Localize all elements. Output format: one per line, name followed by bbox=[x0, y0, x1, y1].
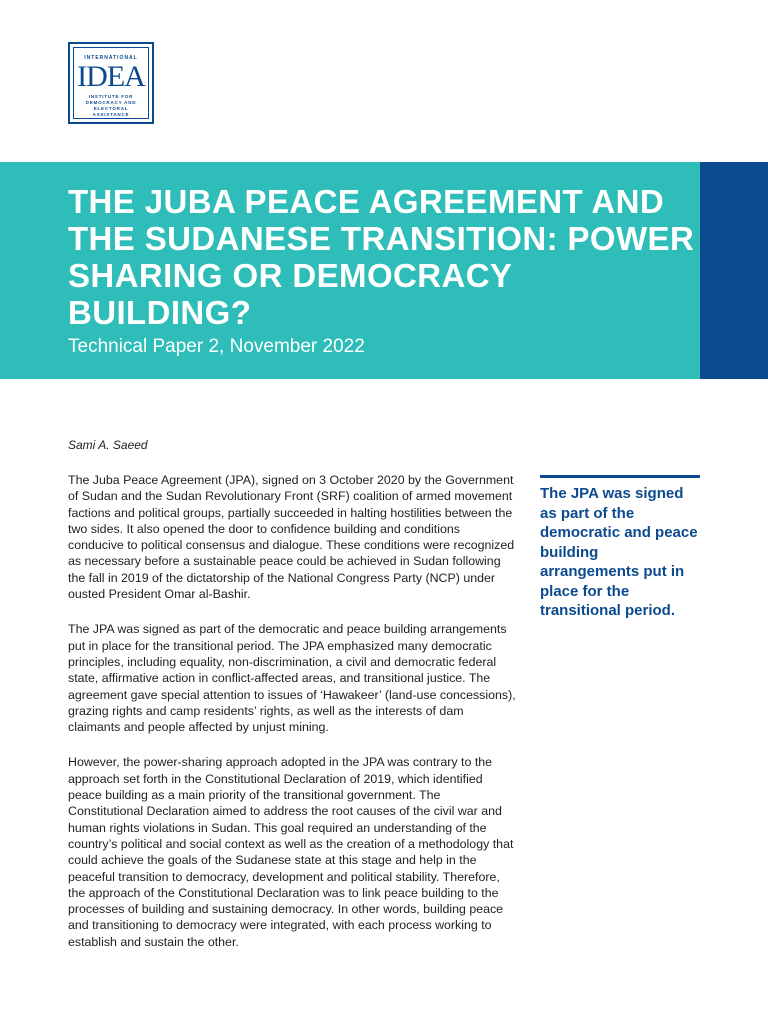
body-paragraph-1: The Juba Peace Agreement (JPA), signed on 3 October 2020 by the Government of Sudan and the Sudan Revolutionary Front (SRF) coalition of armed movement factions and political groups, partially succeeded in halting hostilities between the two sides. It also opened the door to confidence building and conditions conducive to political consensus and dialogue. These conditions were recognized as necessary before a sustainable peace could be achieved in Sudan following the fall in 2019 of the dictatorship of the National Congress Party (NCP) under ousted President Omar al-Bashir. bbox=[68, 473, 515, 602]
idea-logo bbox=[68, 42, 154, 124]
page-title: THE JUBA PEACE AGREEMENT AND THE SUDANESE TRANSITION: POWER SHARING OR DEMOCRACY BUILDING? bbox=[68, 183, 695, 331]
author-name: Sami A. Saeed bbox=[68, 438, 148, 452]
pull-quote: The JPA was signed as part of the democratic and peace building arrangements put in place for the transitional period. bbox=[540, 485, 698, 619]
logo-sub-text: INSTITUTE FOR DEMOCRACY AND ELECTORAL ASSISTANCE bbox=[85, 94, 137, 117]
body-paragraph-3: However, the power-sharing approach adopted in the JPA was contrary to the approach set forth in the Constitutional Declaration of 2019, which identified peace building as a main priority of the transitional government. The Constitutional Declaration aimed to address the root causes of the civil war and human rights violations in Sudan. This goal required an understanding of the country’s political and social context as well as the creation of a methodology that could achieve the goals of the Sudanese state at this stage and help in the peaceful transition to democracy, development and political stability. Therefore, the approach of the Constitutional Declaration was to link peace building to the processes of building and sustaining democracy. In other words, building peace and transitioning to democracy were integrated, with each process working to establish and sustain the other. bbox=[68, 755, 514, 949]
banner-accent-bar bbox=[700, 162, 768, 379]
pull-quote-rule bbox=[540, 475, 700, 478]
logo-top-text: INTERNATIONAL bbox=[84, 55, 138, 61]
page-subtitle: Technical Paper 2, November 2022 bbox=[68, 336, 365, 357]
logo-main-text: IDEA bbox=[77, 60, 145, 93]
logo-frame bbox=[73, 47, 149, 119]
body-paragraph-2: The JPA was signed as part of the democratic and peace building arrangements put in place for the transitional period. The JPA emphasized many democratic principles, including equality, non-discrimination, a civil and democratic federal state, affirmative action in conflict-affected areas, and transitional justice. The agreement gave special attention to issues of ‘Hawakeer’ (land-use concessions), grazing rights and camp residents’ rights, as well as the interests of dam claimants and people affected by unjust mining. bbox=[68, 622, 516, 735]
body-column bbox=[68, 472, 518, 969]
